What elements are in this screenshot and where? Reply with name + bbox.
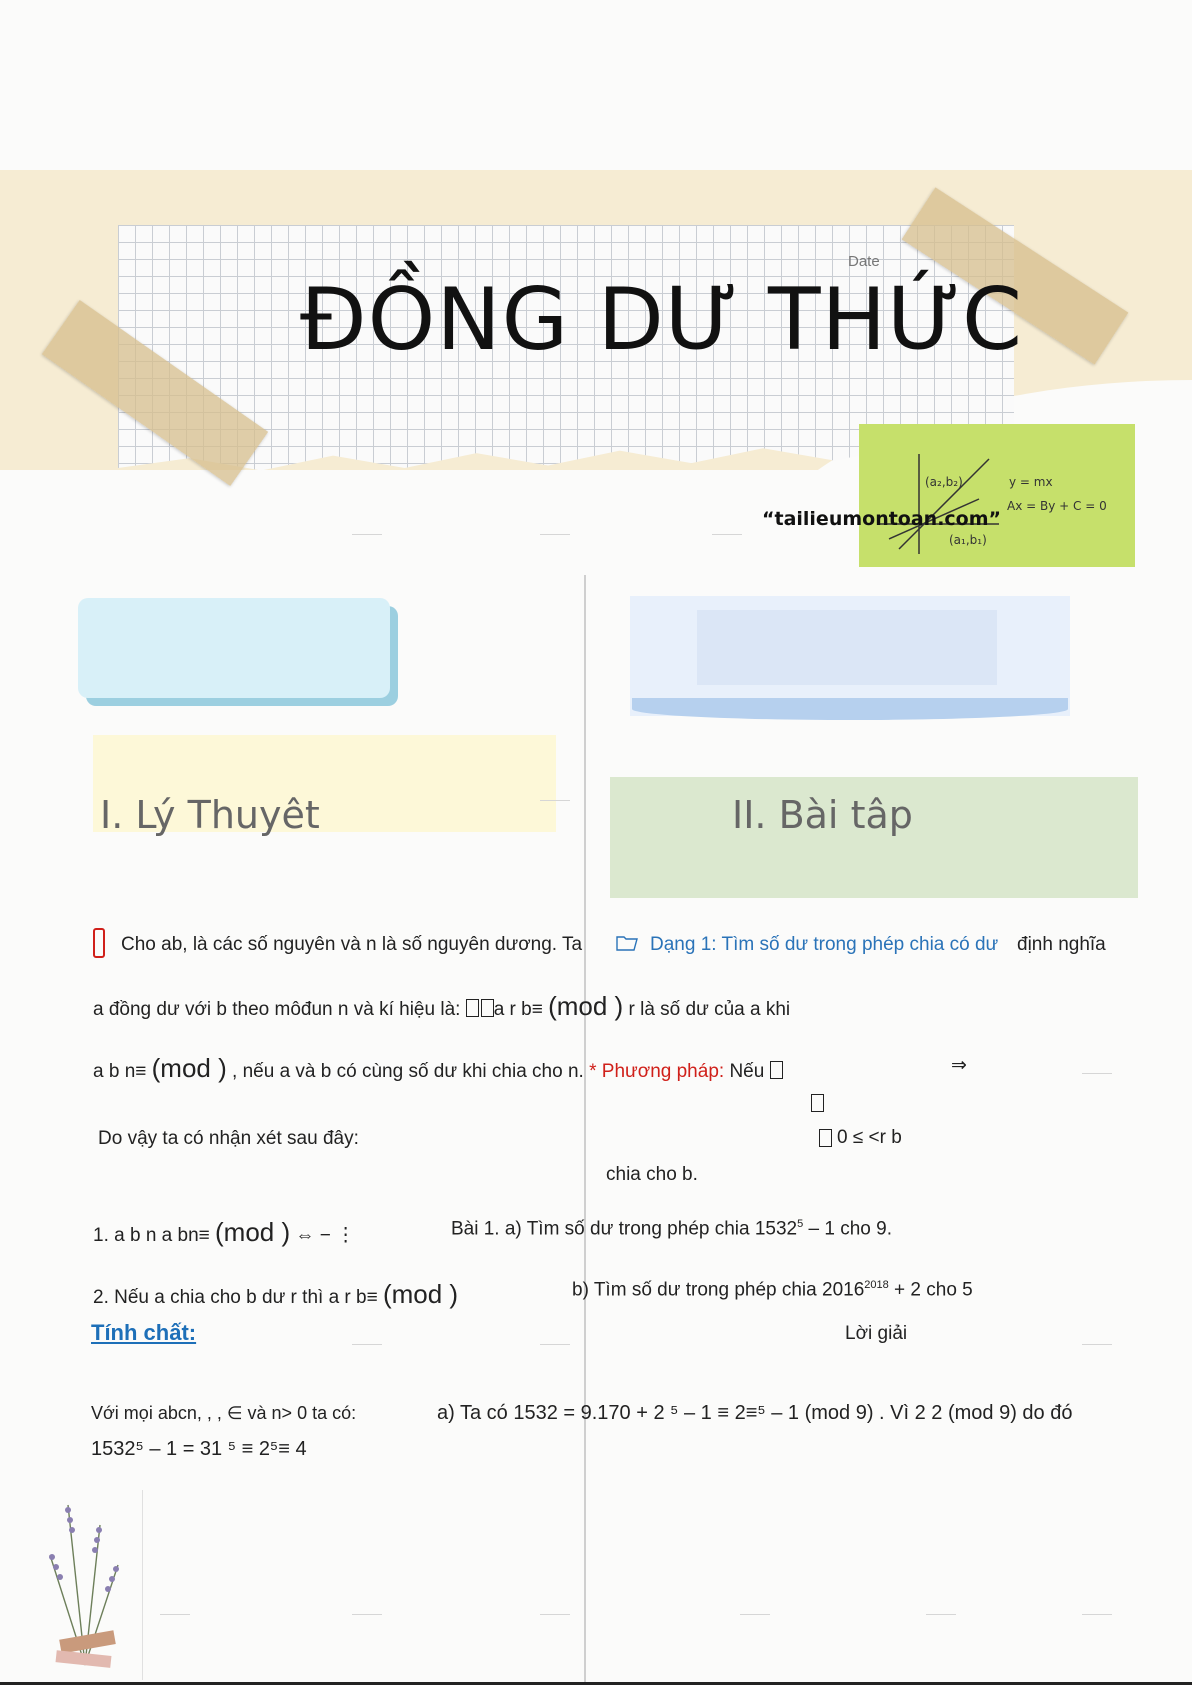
solution-label: Lời giải (845, 1323, 908, 1344)
line-4-right: 0 ≤ <r b (837, 1127, 902, 1148)
svg-text:Ax = By + C = 0: Ax = By + C = 0 (1007, 499, 1107, 513)
line-7-text: 2. Nếu a chia cho b dư r thì a r b≡ (93, 1287, 378, 1308)
exercise-1-tail: – 1 cho 9. (803, 1218, 892, 1240)
svg-text:(a₂,b₂): (a₂,b₂) (925, 475, 963, 489)
implies-symbol: ⇒ (951, 1055, 967, 1076)
exercise-1-text: Bài 1. a) Tìm số dư trong phép chia 1532 (451, 1218, 798, 1240)
theory-title: I. Lý Thuyêt (100, 793, 320, 837)
box-glyph-icon (466, 999, 479, 1017)
lavender-flower-icon (30, 1495, 130, 1680)
exercise-card-wave (632, 698, 1068, 720)
box-glyph-icon (770, 1061, 783, 1079)
folder-icon (616, 933, 638, 951)
properties-title: Tính chất: (91, 1320, 197, 1345)
line-1-left: Cho ab, là các số nguyên và n là số nguyên dương. Ta (121, 934, 583, 955)
box-glyph-icon (481, 999, 494, 1017)
line-2-sym: a r b≡ (493, 999, 543, 1020)
exclamation-icon (93, 928, 105, 958)
page-title: ĐỒNG DƯ THỨC (300, 270, 1024, 370)
exercise-1b (572, 1279, 973, 1301)
exercise-1 (451, 1218, 892, 1240)
exercise-title: II. Bài tâp (732, 793, 913, 837)
line-1-tail: định nghĩa (1017, 934, 1106, 955)
site-label: “tailieumontoan.com” (762, 508, 1002, 530)
line-9-left: Với mọi abcn, , , ∈ và n> 0 ta có: (91, 1403, 357, 1423)
line-6-mod: (mod ) (215, 1217, 291, 1247)
line-2 (93, 991, 790, 1022)
theory-card (78, 598, 390, 698)
exercise-1b-exp: 2018 (864, 1279, 889, 1291)
line-2-text: a đồng dư với b theo môđun n và kí hiệu là: (93, 999, 466, 1020)
date-label: Date (848, 253, 880, 270)
graph-sketch-icon (859, 424, 1135, 567)
exercise-card-inner (697, 610, 997, 685)
line-2-mod: (mod ) (548, 991, 624, 1021)
line-5-right: chia cho b. (606, 1164, 698, 1185)
line-3-a: a b n≡ (93, 1061, 147, 1082)
box-glyph-icon (819, 1129, 832, 1147)
column-divider (584, 575, 586, 1685)
exercise-1-exp: 5 (797, 1218, 804, 1230)
line-4-left: Do vậy ta có nhận xét sau đây: (98, 1128, 359, 1149)
line-6-text: 1. a b n a bn≡ (93, 1225, 210, 1246)
line-3-mod: (mod ) (151, 1053, 227, 1083)
svg-text:(a₁,b₁): (a₁,b₁) (949, 533, 987, 547)
exercise-1b-tail: + 2 cho 5 (888, 1279, 973, 1301)
flower-divider (142, 1490, 143, 1680)
line-6-sym: ⇔ − ⋮ (295, 1225, 356, 1246)
line-1-right: Dạng 1: Tìm số dư trong phép chia có dư (650, 934, 999, 955)
line-10: 1532⁵ – 1 = 31 ⁵ ≡ 2⁵≡ 4 (91, 1438, 307, 1460)
math-graph-image (859, 424, 1135, 567)
exercise-1b-text: b) Tìm số dư trong phép chia 2016 (572, 1279, 865, 1301)
line-3 (93, 1053, 783, 1084)
line-6-left (93, 1217, 355, 1248)
line-3-if: Nếu (729, 1061, 765, 1082)
method-label: * Phương pháp: (589, 1061, 725, 1082)
box-glyph-icon (811, 1094, 824, 1112)
line-2-tail: r là số dư của a khi (628, 999, 791, 1020)
line-3-b: , nếu a và b có cùng số dư khi chia cho n. (232, 1061, 584, 1082)
svg-text:y = mx: y = mx (1009, 475, 1053, 489)
line-7-left (93, 1279, 458, 1310)
line-9-right: a) Ta có 1532 = 9.170 + 2 ⁵ – 1 ≡ 2≡⁵ – 1 (mod 9) . Vì 2 2 (mod 9) do đó (437, 1402, 1073, 1424)
line-7-mod: (mod ) (382, 1279, 459, 1309)
